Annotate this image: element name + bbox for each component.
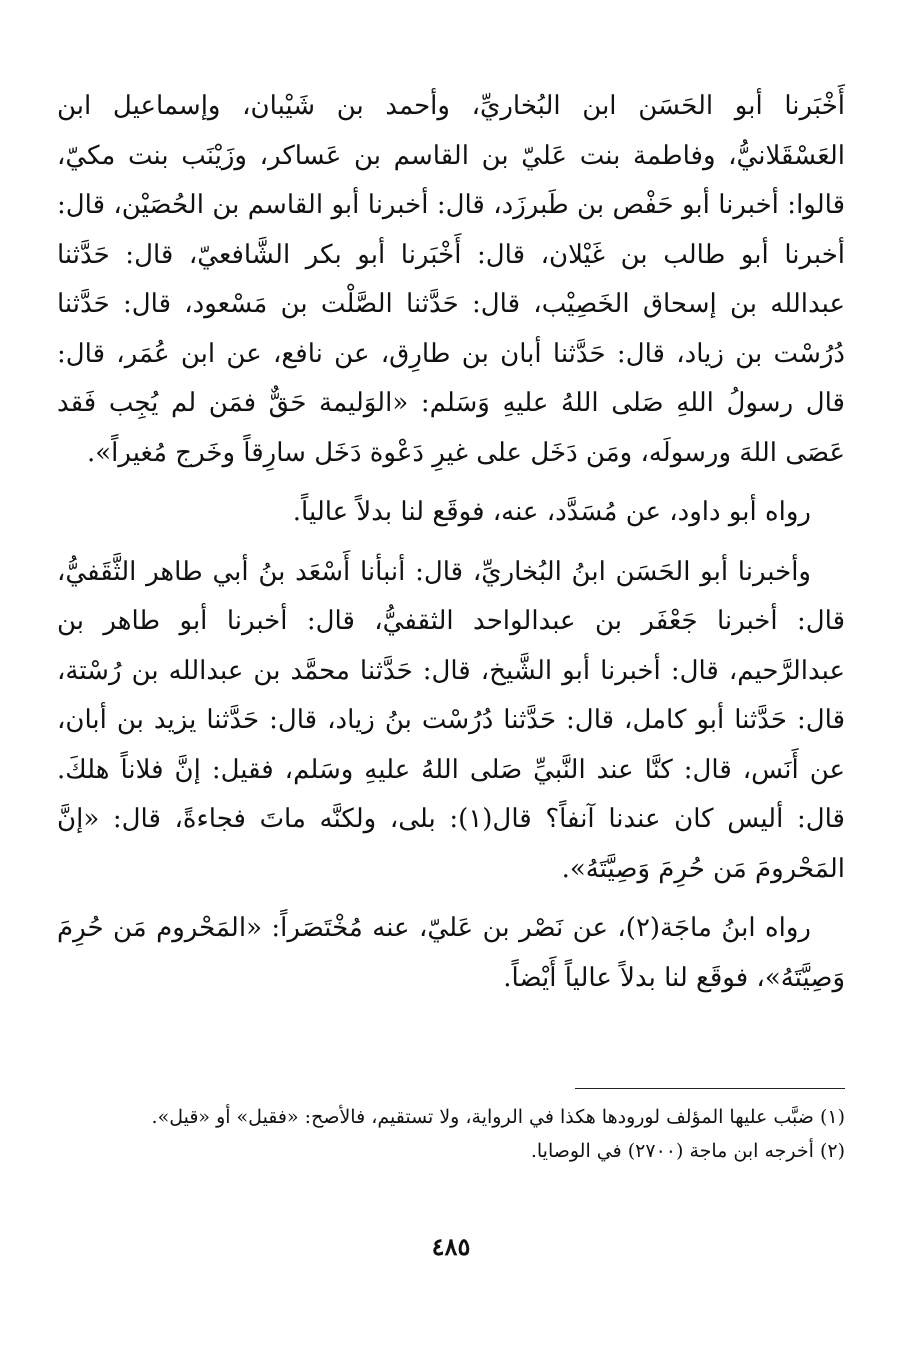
paragraph-spacer [57, 894, 845, 904]
footnote-1: (١) ضبَّب عليها المؤلف لورودها هكذا في الرواية، ولا تستقيم، فالأصح: «فقيل» أو «قيل». [151, 1106, 845, 1128]
paragraph-spacer [57, 538, 845, 548]
main-text [57, 82, 845, 1003]
paragraph-hadith-1: أَخْبَرنا أبو الحَسَن ابن البُخاريِّ، وأحمد بن شَيْبان، وإسماعيل ابن العَسْقَلانيُّ، وفاطمة بنت عَليّ بن القاسم بن عَساكر، وزَيْنَب بنت مكيّ، قالوا: أخبرنا أبو حَفْص بن طَبرزَد، قال: أخبرنا أبو القاسم بن الحُصَيْن، قال: أخبرنا أبو طالب بن غَيْلان، قال: أَخْبَرنا أبو بكر الشَّافعيّ، قال: حَدَّثنا عبدالله بن إسحاق الخَصِيْب، قال: حَدَّثنا الصَّلْت بن مَسْعود، قال: حَدَّثنا دُرُسْت بن زياد، قال: حَدَّثنا أبان بن طارِق، عن نافع، عن ابن عُمَر، قال: قال رسولُ اللهِ صَلى اللهُ عليهِ وَسَلم: «الوَليمة حَقٌّ فمَن لم يُجِب فَقد عَصَى اللهَ ورسولَه، ومَن دَخَل على غيرِ دَعْوة دَخَل سارِقاً وخَرج مُغيراً». [57, 91, 845, 468]
footnote-2: (٢) أخرجه ابن ماجة (٢٧٠٠) في الوصايا. [530, 1140, 845, 1162]
paragraph-riwaya-2: رواه ابنُ ماجَة(٢)، عن نَصْر بن عَليّ، عنه مُخْتَصَراً: «المَحْروم مَن حُرِمَ وَصِيَّتَهُ»، فوقَع لنا بدلاً عالياً أَيْضاً. [57, 913, 845, 993]
footnotes [57, 1100, 845, 1168]
paragraph-spacer [57, 478, 845, 488]
page-number: ٤٨٥ [431, 1232, 471, 1261]
paragraph-riwaya-1: رواه أبو داود، عن مُسَدَّد، عنه، فوقَع لنا بدلاً عالياً. [292, 497, 811, 527]
paragraph-hadith-2: وأخبرنا أبو الحَسَن ابنُ البُخاريِّ، قال: أنبأنا أَسْعَد بنُ أبي طاهر الثَّقَفيُّ، قال: أخبرنا جَعْفَر بن عبدالواحد الثقفيُّ، قال: أخبرنا أبو طاهر بن عبدالرَّحيم، قال: أخبرنا أبو الشَّيخ، قال: حَدَّثنا محمَّد بن عبدالله بن رُسْتة، قال: حَدَّثنا أبو كامل، قال: حَدَّثنا دُرُسْت بنُ زياد، قال: حَدَّثنا يزيد بن أبان، عن أَنَس، قال: كنَّا عند النَّبيِّ صَلى اللهُ عليهِ وسَلم، فقيل: إنَّ فلاناً هلكَ. قال: أليس كان عندنا آنفاً؟ قال(١): بلى، ولكنَّه ماتَ فجاءةً، قال: «إنَّ المَحْرومَ مَن حُرِمَ وَصِيَّتَهُ». [57, 556, 845, 884]
footnote-divider [575, 1088, 845, 1089]
